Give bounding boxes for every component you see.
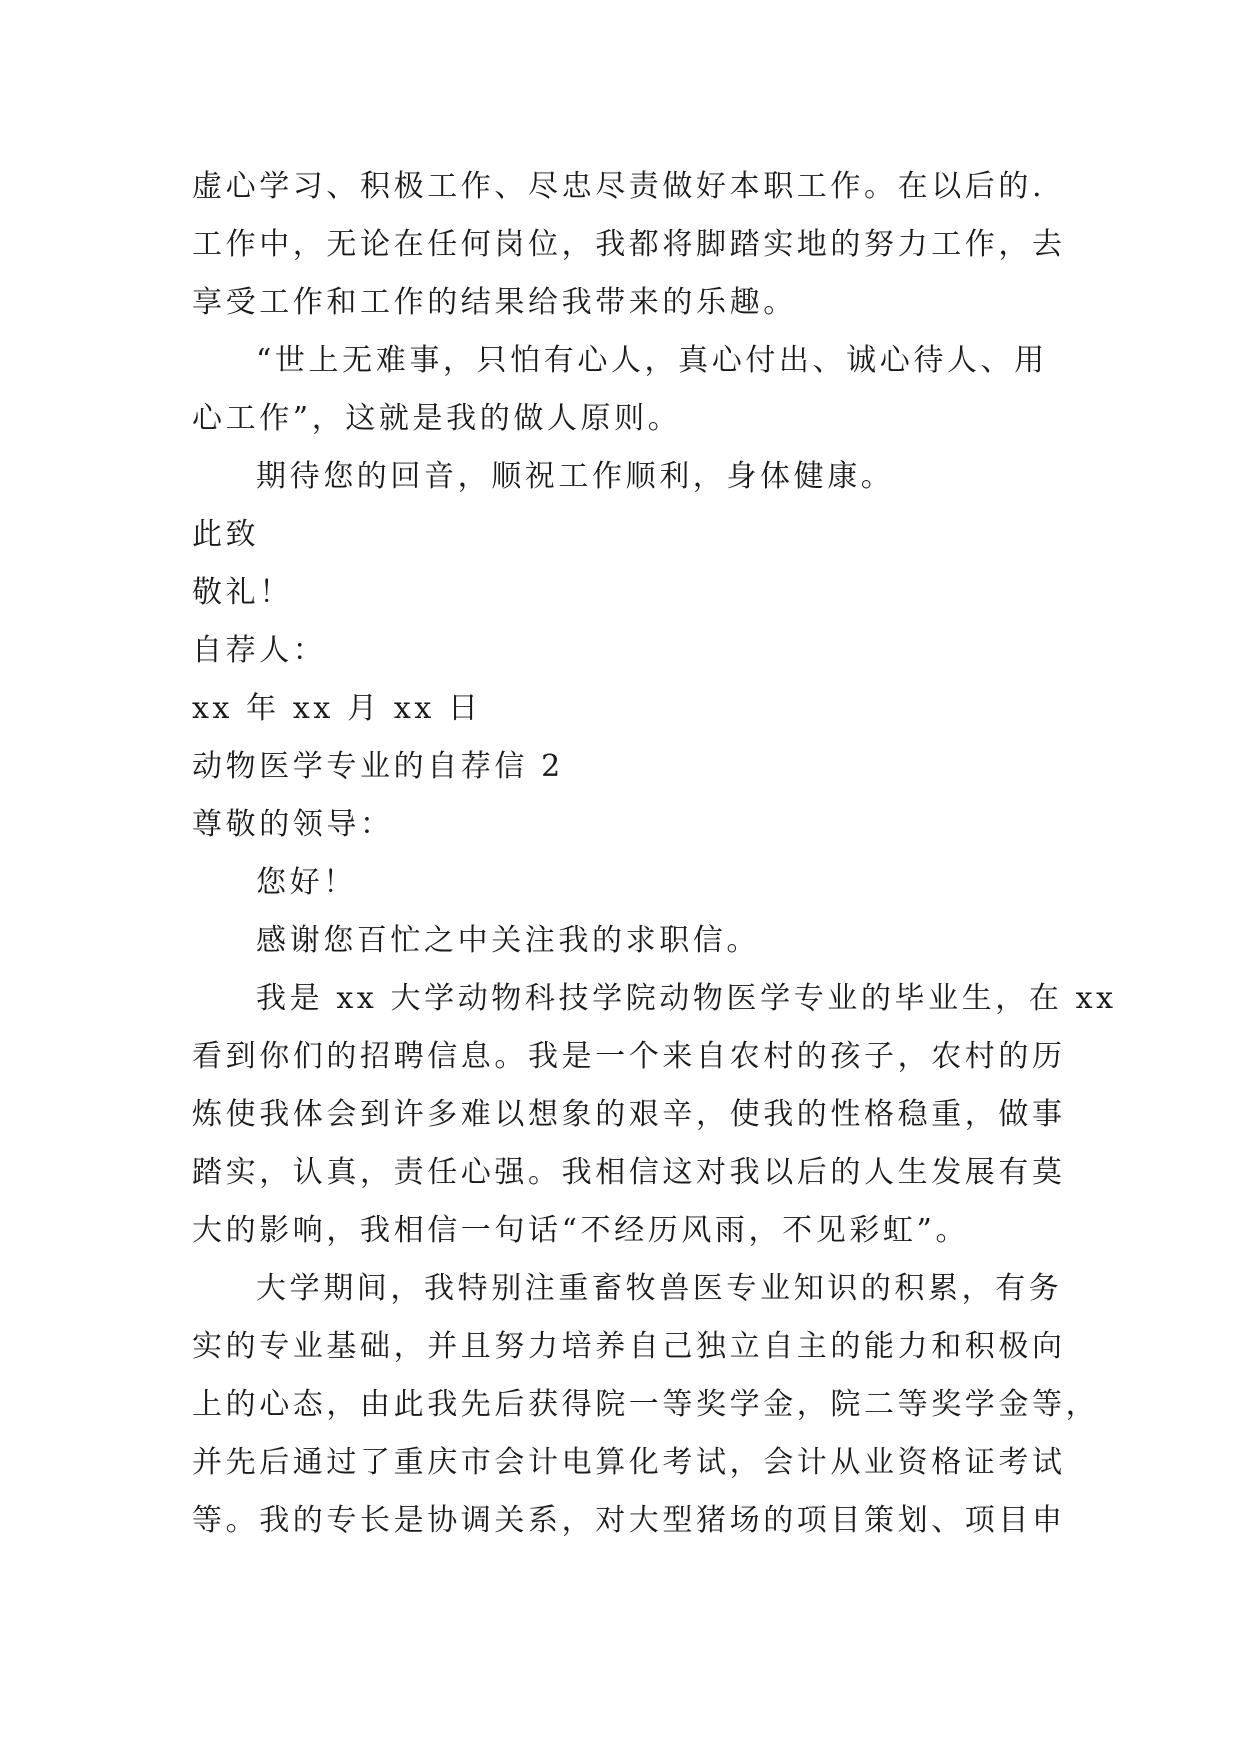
text-line: 敬礼！	[192, 575, 293, 610]
text-line: 大的影响，我相信一句话“不经历风雨，不见彩虹”。	[192, 1213, 970, 1248]
text-line: 虚心学习、积极工作、尽忠尽责做好本职工作。在以后的.	[192, 169, 1046, 204]
text-line: 看到你们的招聘信息。我是一个来自农村的孩子，农村的历	[192, 1039, 1066, 1074]
text-line: 感谢您百忙之中关注我的求职信。	[256, 923, 760, 958]
text-line: xx 年 xx 月 xx 日	[192, 691, 482, 726]
text-line: 心工作”，这就是我的做人原则。	[192, 401, 682, 436]
text-line: 自荐人：	[192, 633, 327, 668]
text-line: 大学期间，我特别注重畜牧兽医专业知识的积累，有务	[256, 1271, 1063, 1306]
text-line: 实的专业基础，并且努力培养自己独立自主的能力和积极向	[192, 1329, 1066, 1364]
text-line: 期待您的回音，顺祝工作顺利，身体健康。	[256, 459, 895, 494]
text-line: 踏实，认真，责任心强。我相信这对我以后的人生发展有莫	[192, 1155, 1066, 1190]
document-body	[192, 158, 1117, 1550]
text-line: 并先后通过了重庆市会计电算化考试，会计从业资格证考试	[192, 1445, 1066, 1480]
text-line: 动物医学专业的自荐信 2	[192, 749, 564, 784]
text-line: 您好！	[256, 865, 357, 900]
text-line: 上的心态，由此我先后获得院一等奖学金，院二等奖学金等，	[192, 1387, 1100, 1422]
text-line: 工作中，无论在任何岗位，我都将脚踏实地的努力工作，去	[192, 227, 1066, 262]
text-line: 我是 xx 大学动物科技学院动物医学专业的毕业生，在 xx	[256, 981, 1117, 1016]
text-line: 享受工作和工作的结果给我带来的乐趣。	[192, 285, 797, 320]
text-line: “世上无难事，只怕有心人，真心付出、诚心待人、用	[256, 343, 1048, 378]
text-line: 炼使我体会到许多难以想象的艰辛，使我的性格稳重，做事	[192, 1097, 1066, 1132]
text-line: 此致	[192, 517, 260, 552]
text-line: 尊敬的领导：	[192, 807, 394, 842]
text-line: 等。我的专长是协调关系，对大型猪场的项目策划、项目申	[192, 1503, 1066, 1538]
